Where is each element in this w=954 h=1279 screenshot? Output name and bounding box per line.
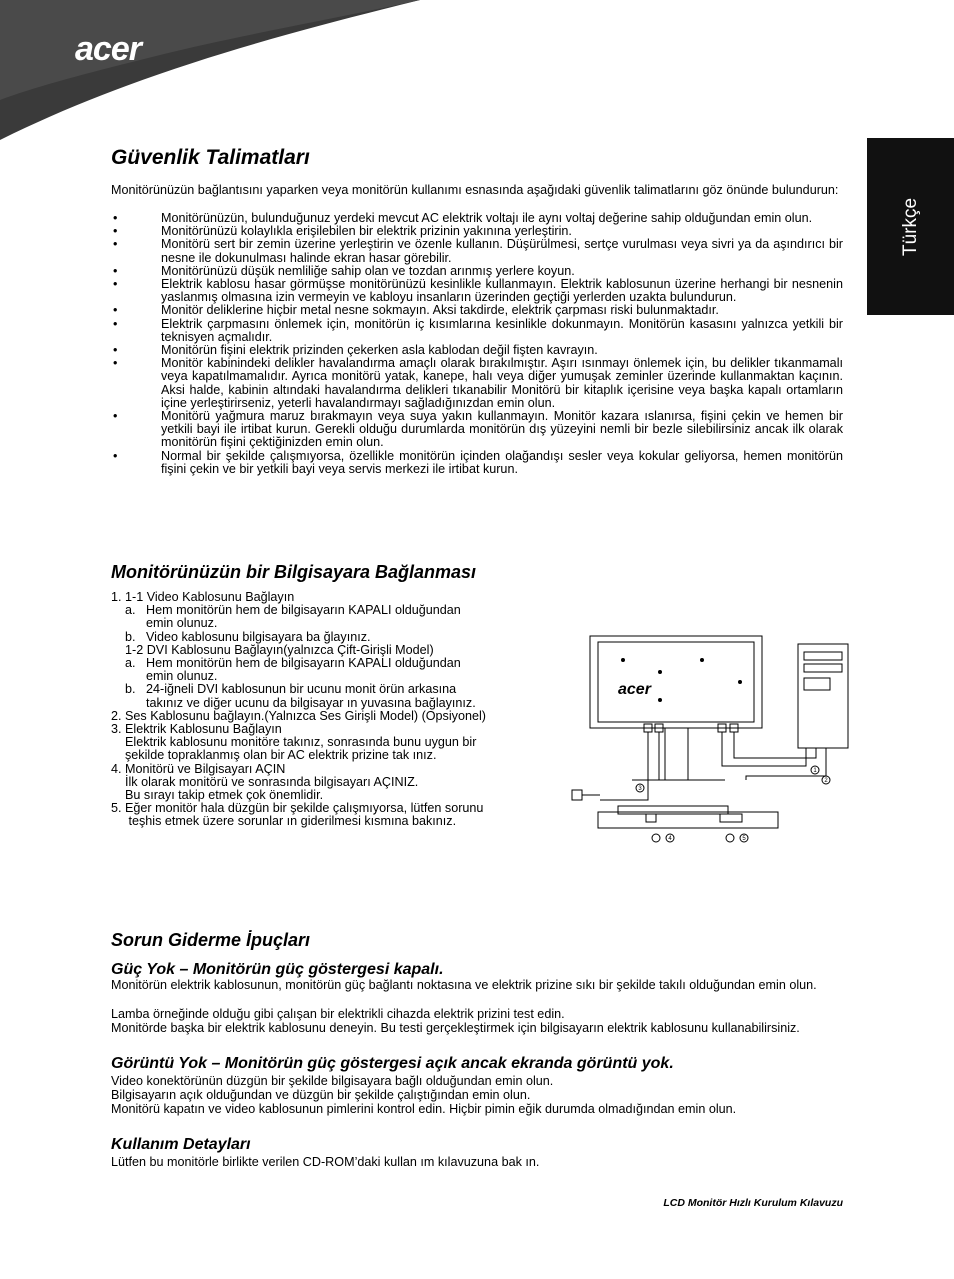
diagram-callout: 5: [742, 836, 746, 842]
safety-item: • Elektrik çarpmasını önlemek için, monitörün iç kısımlarına kesinlikle dokunmayın. Monitörün kasasını yalnızca yetkili bir teknisyen açmalıdır.: [111, 318, 843, 344]
trouble-paragraph: Monitörü kapatın ve video kablosunun pimlerini kontrol edin. Hiçbir pimin eğik durumda olmadığından emin olun.: [111, 1102, 737, 1116]
trouble-paragraph: Video konektörünün düzgün bir şekilde bilgisayara bağlı olduğundan emin olun.: [111, 1074, 554, 1088]
connect-steps: 1. 1-1 Video Kablosunu Bağlayın a. Hem monitörün hem de bilgisayarın KAPALI olduğundan emin olunuz. b. Video kablosunu bilgisayara ba ğlayınız. 1-2 DVI Kablosunu Bağlayın(yalnızca Çift-Girişli Model) a. Hem monitörün hem de bilgisayarın KAPALI olduğundan emin olunuz. b. 24-iğneli DVI kablosunun bir ucunu monit örün arkasına takınız ve diğer ucunu da bilgisayar ın yuvasına bağlayınız. 2. Ses Kablosunu bağlayın.(Yalnızca Ses Girişli Model) (Opsiyonel) 3. Elektrik Kablosunu Bağlayın Elektrik kablosunu monitöre takınız, sonrasında bunu uygun bir şekilde topraklanmış olan bir AC elektrik prizine tak ınız. 4. Monitörü ve Bilgisayarı AÇIN İlk olarak monitörü ve sonrasında bilgisayarı AÇINIZ. Bu sırayı takip etmek çok önemlidir. 5. Eğer monitör hala düzgün bir şekilde çalışmıyorsa, lütfen sorunu teşhis etmek üzere sorunlar ın giderilmesi kısmına bakınız.: [111, 590, 486, 829]
trouble-heading-usage: Kullanım Detayları: [111, 1136, 251, 1153]
trouble-heading-no-power: Güç Yok – Monitörün güç göstergesi kapalı.: [111, 961, 444, 978]
diagram-callout: 1: [813, 768, 817, 774]
trouble-paragraph: Lamba örneğinde olduğu gibi çalışan bir elektrikli cihazda elektrik prizini test edin.: [111, 1007, 565, 1021]
safety-item: • Monitörünüzü kolaylıkla erişilebilen bir elektrik prizinin yakınına yerleştirin.: [111, 225, 843, 238]
safety-item: • Elektrik kablosu hasar görmüşse monitörünüzü kesinlikle kullanmayın. Elektrik kablosunun üzerine herhangi bir nesnenin yaslanmış olmasına izin vermeyin ve kabloyu insanların üzerinden geçtiği yerlerden uzakta bulundurun.: [111, 278, 843, 304]
trouble-paragraph: Monitörde başka bir elektrik kablosunu deneyin. Bu testi gerçekleştirmek için bilgisayarın elektrik kablosunu kullanabilirsiniz.: [111, 1021, 800, 1035]
safety-item: • Normal bir şekilde çalışmıyorsa, özellikle monitörün içinden olağandışı sesler veya kokular geliyorsa, hemen monitörün fişini çekin ve bir yetkili bayi veya servis merkezi ile irtibat kurun.: [111, 450, 843, 476]
diagram-callout: 3: [638, 786, 642, 792]
trouble-paragraph: Bilgisayarın açık olduğundan ve düzgün bir şekilde çalıştığından emin olun.: [111, 1088, 531, 1102]
safety-item: • Monitörünüzü düşük nemliliğe sahip olan ve tozdan arınmış yerlere koyun.: [111, 265, 843, 278]
connect-title: Monitörünüzün bir Bilgisayara Bağlanması: [111, 562, 477, 582]
diagram-monitor-logo: acer: [618, 681, 651, 698]
connection-diagram: [560, 630, 852, 850]
trouble-paragraph: Lütfen bu monitörle birlikte verilen CD-ROM’daki kullan ım kılavuzuna bak ın.: [111, 1155, 540, 1169]
acer-logo: acer: [75, 30, 141, 68]
language-tab-label: Türkçe: [899, 197, 921, 256]
safety-item: • Monitörün fişini elektrik prizinden çekerken asla kablodan değil fişten kavrayın.: [111, 344, 843, 357]
language-tab: [867, 138, 954, 315]
safety-item: • Monitör kabinindeki delikler havalandırma amaçlı olarak bırakılmıştır. Aşırı ısınmayı önlemek için, bu delikler tıkanmamalı veya kapatılmamalıdır. Ayrıca monitörü yatak, kanepe, halı veya diğer yumuşak zeminler üzerinde kullanmaktan kaçının. Aksi halde, kabinin altındaki havalandırma delikleri tıkanabilir Monitörü bir kitaplık içerisine veya başka kapalı ortamların içine yerleştirirseniz, yeterli havalandırmayı sağladığınızdan emin olun.: [111, 357, 843, 410]
header-graphic: [0, 0, 954, 140]
safety-item: • Monitörü sert bir zemin üzerine yerleştirin ve özenle kullanın. Düşürülmesi, sertçe vurulması veya sivri ya da aşındırıcı bir nesne ile dokunulması halinde ekran hasar görebilir.: [111, 238, 843, 264]
safety-intro: Monitörünüzün bağlantısını yaparken veya monitörün kullanımı esnasında aşağıdaki güvenlik talimatlarını göz önünde bulundurun:: [111, 183, 839, 197]
safety-item: • Monitör deliklerine hiçbir metal nesne sokmayın. Aksi takdirde, elektrik çarpması riski bulunmaktadır.: [111, 304, 843, 317]
trouble-title: Sorun Giderme İpuçları: [111, 930, 311, 950]
trouble-paragraph: Monitörün elektrik kablosunun, monitörün güç bağlantı noktasına ve elektrik prizine sıkı bir şekilde takılı olduğundan emin olun.: [111, 978, 817, 992]
safety-item: • Monitörü yağmura maruz bırakmayın veya suya yakın kullanmayın. Monitör kazara ıslanırsa, fişini çekin ve hemen bir yetkili bayi ile irtibat kurun. Gerekli olduğu durumlarda monitörün dış yüzeyini nemli bir bezle silebilirsiniz ancak ilk olarak monitörün fişini çektiğinizden emin olun.: [111, 410, 843, 450]
safety-item: • Monitörünüzün, bulunduğunuz yerdeki mevcut AC elektrik voltajı ile aynı voltaj değerine sahip olduğundan emin olun.: [111, 212, 843, 225]
diagram-callout: 2: [824, 778, 828, 784]
trouble-heading-no-image: Görüntü Yok – Monitörün güç göstergesi açık ancak ekranda görüntü yok.: [111, 1055, 674, 1072]
safety-title: Güvenlik Talimatları: [111, 146, 310, 169]
diagram-callout: 4: [668, 836, 672, 842]
safety-list: [111, 212, 843, 476]
footer-title: LCD Monitör Hızlı Kurulum Kılavuzu: [663, 1197, 843, 1209]
